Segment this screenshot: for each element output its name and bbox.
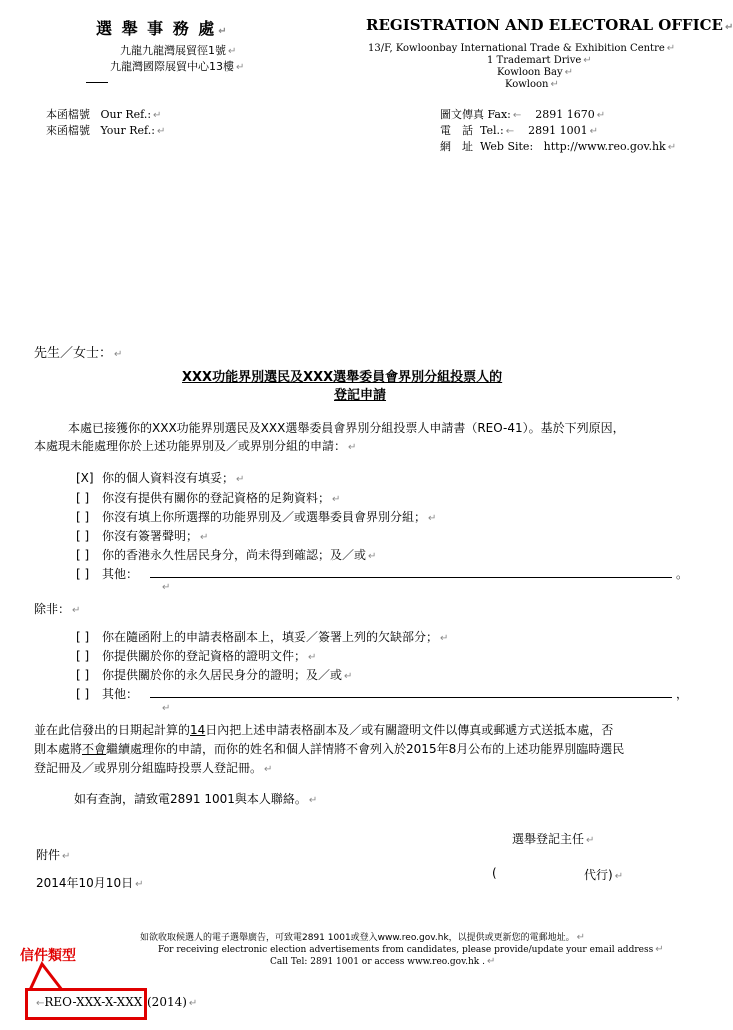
remedy-checkbox-1[interactable]: [ ] <box>76 630 90 644</box>
remedy-item-3: [ ] 你提供關於你的永久居民身分的證明；及／或 ↵ <box>76 668 353 682</box>
letter-title-line-1: XXX功能界別選民及XXX選舉委員會界別分組投票人的 <box>182 370 503 385</box>
footer-english-1: For receiving electronic election advertisements from candidates, please provide/update your email address ↵ <box>158 944 664 955</box>
office-name-chinese: 選 舉 事 務 處 ↵ <box>96 19 229 38</box>
reason-checkbox-5[interactable]: [ ] <box>76 548 90 562</box>
signer-paren-open: ( <box>492 866 497 880</box>
remedy-item-1: [ ] 你在隨函附上的申請表格副本上，填妥／簽署上列的欠缺部分； ↵ <box>76 630 449 644</box>
remedy-item-2: [ ] 你提供關於你的登記資格的證明文件； ↵ <box>76 649 317 663</box>
footer-chinese: 如欲收取候選人的電子選舉廣告，可致電2891 1001或登入www.reo.gov.hk，以提供或更新您的電郵地址。 ↵ <box>140 932 586 943</box>
reason-item-6: [ ] 其他： <box>76 567 139 581</box>
signer-title: 選舉登記主任 ↵ <box>512 832 595 846</box>
header-divider <box>86 82 108 83</box>
remedy-checkbox-2[interactable]: [ ] <box>76 649 90 663</box>
remedy-checkbox-3[interactable]: [ ] <box>76 668 90 682</box>
enquiry-line: 如有查詢，請致電2891 1001與本人聯絡。 ↵ <box>74 792 318 806</box>
address-english-3: Kowloon Bay ↵ <box>497 67 573 78</box>
address-chinese-1: 九龍九龍灣展貿徑1號 ↵ <box>120 44 237 57</box>
fax-line: 圖文傳真 Fax: ← 2891 1670 ↵ <box>440 108 606 121</box>
paragraph-1-line-2: 本處現未能處理你於上述功能界別及／或界別分組的申請： ↵ <box>34 439 357 453</box>
signer-paren-close: 代行) ↵ <box>584 868 624 882</box>
blank-line-mark-1: ↵ <box>162 582 171 593</box>
reason-checkbox-3[interactable]: [ ] <box>76 510 90 524</box>
website-line: 網 址 Web Site: http://www.reo.gov.hk ↵ <box>440 140 677 153</box>
reason-other-end: 。 <box>676 567 689 581</box>
address-chinese-2: 九龍灣國際展貿中心13樓 ↵ <box>110 60 245 73</box>
your-ref: 來函檔號 Your Ref.: ↵ <box>46 124 166 137</box>
paragraph-2-line-2: 則本處將不會繼續處理你的申請，而你的姓名和個人詳情將不會列入於2015年8月公布的上述功能界別臨時選民 <box>34 742 625 756</box>
salutation: 先生／女士： ↵ <box>34 346 123 361</box>
tel-line: 電 話 Tel.: ← 2891 1001 ↵ <box>440 124 598 137</box>
enclosure-label: 附件 ↵ <box>36 848 71 862</box>
remedy-other-input[interactable] <box>150 697 672 698</box>
letter-title-line-2: 登記申請 <box>334 388 387 403</box>
reason-checkbox-1[interactable]: [X] <box>76 471 94 485</box>
remedy-checkbox-4[interactable]: [ ] <box>76 687 90 701</box>
reason-item-4: [ ] 你沒有簽署聲明； ↵ <box>76 529 209 543</box>
address-english-1: 13/F, Kowloonbay International Trade & Exhibition Centre ↵ <box>368 43 676 54</box>
reason-other-input[interactable] <box>150 577 672 578</box>
form-code: ←REO-XXX-X-XXX <box>36 995 143 1009</box>
address-english-2: 1 Trademart Drive ↵ <box>487 55 592 66</box>
form-year: (2014) ↵ <box>147 995 198 1009</box>
paragraph-2-line-1: 並在此信發出的日期起計算的14日內把上述申請表格副本及／或有關證明文件以傳真或郵遞方式送抵本處，否 <box>34 723 614 737</box>
reason-checkbox-6[interactable]: [ ] <box>76 567 90 581</box>
blank-line-mark-2: ↵ <box>162 703 171 714</box>
reason-item-5: [ ] 你的香港永久性居民身分，尚未得到確認；及／或 ↵ <box>76 548 377 562</box>
our-ref: 本函檔號 Our Ref.: ↵ <box>46 108 162 121</box>
remedy-other-end: ， <box>676 687 689 701</box>
letter-type-annotation: 信件類型 <box>20 948 76 964</box>
letter-date: 2014年10月10日 ↵ <box>36 876 144 890</box>
office-name-english: REGISTRATION AND ELECTORAL OFFICE ↵ <box>366 16 733 34</box>
paragraph-2-line-3: 登記冊及／或界別分組臨時投票人登記冊。 ↵ <box>34 761 273 775</box>
reason-checkbox-2[interactable]: [ ] <box>76 491 90 505</box>
footer-english-2: Call Tel: 2891 1001 or access www.reo.gov.hk . ↵ <box>270 956 496 967</box>
reason-item-3: [ ] 你沒有填上你所選擇的功能界別及／或選舉委員會界別分組； ↵ <box>76 510 437 524</box>
remedy-item-4: [ ] 其他： <box>76 687 139 701</box>
reason-item-2: [ ] 你沒有提供有關你的登記資格的足夠資料； ↵ <box>76 491 341 505</box>
address-english-4: Kowloon ↵ <box>505 79 559 90</box>
reason-checkbox-4[interactable]: [ ] <box>76 529 90 543</box>
unless-heading: 除非： ↵ <box>34 602 81 616</box>
paragraph-1-line-1: 本處已接獲你的XXX功能界別選民及XXX選舉委員會界別分組投票人申請書（REO-41）。基於下列原因， <box>68 421 625 435</box>
reason-item-1: [X] 你的個人資料沒有填妥； ↵ <box>76 471 245 485</box>
